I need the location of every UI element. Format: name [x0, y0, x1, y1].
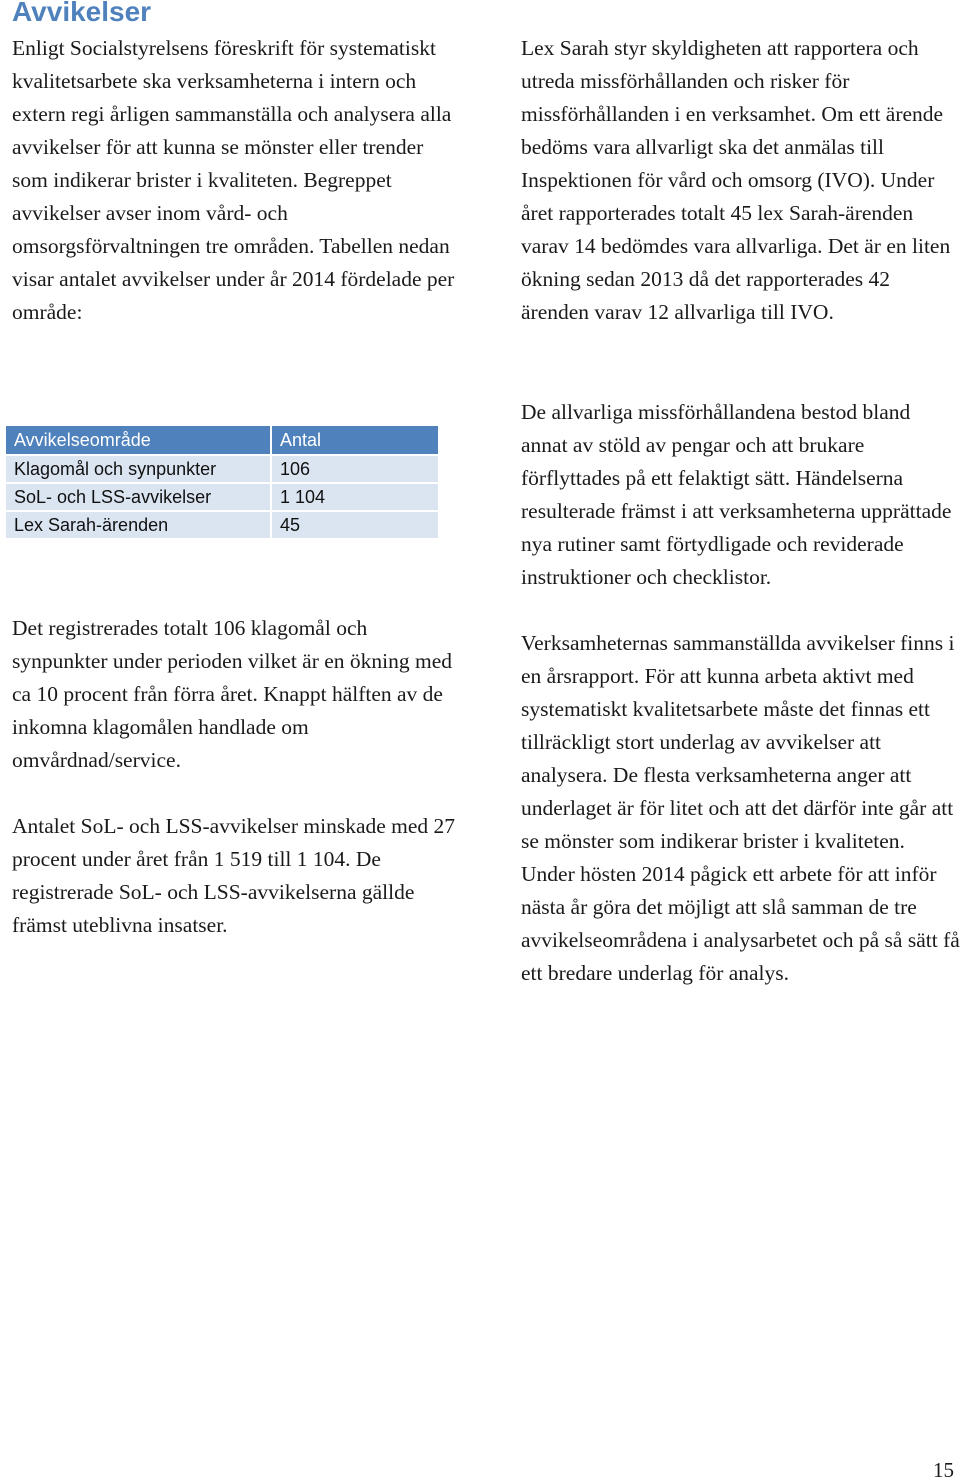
left-body-block: [12, 612, 460, 942]
lex-sarah-paragraph: Lex Sarah styr skyldigheten att rapportera och utreda missförhållanden och risker för missförhållanden i en verksamhet. Om ett ärende bedöms vara allvarligt ska det anmälas till Inspektionen för vård och omsorg (IVO). Under året rapporterades totalt 45 lex Sarah-ärenden varav 14 bedömdes vara allvarliga. Det är en liten ökning sedan 2013 då det rapporterades 42 ärenden varav 12 allvarliga till IVO.: [521, 36, 951, 324]
serious-incidents-paragraph: De allvarliga missförhållandena bestod bland annat av stöld av pengar och att brukare förflyttades på ett felaktigt sätt. Händelserna resulterade främst i att verksamheterna upprättade nya rutiner samt förtydligade och reviderade instruktioner och checklistor.: [521, 400, 952, 589]
left-intro-block: [12, 32, 460, 329]
table-header-count: Antal: [272, 426, 438, 454]
table-header-area: Avvikelseområde: [6, 426, 270, 454]
deviations-table: [4, 424, 440, 540]
table-row: [6, 512, 438, 538]
section-heading: Avvikelser: [12, 0, 152, 27]
intro-paragraph: Enligt Socialstyrelsens föreskrift för systematiskt kvalitetsarbete ska verksamheterna i intern och extern regi årligen sammanställa och analysera alla avvikelser för att kunna se mönster eller trender som indikerar brister i kvaliteten. Begreppet avvikelser avser inom vård- och omsorgsförvaltningen tre områden. Tabellen nedan visar antalet avvikelser under år 2014 fördelade per område:: [12, 36, 455, 324]
sol-lss-paragraph: Antalet SoL- och LSS-avvikelser minskade med 27 procent under året från 1 519 till 1 104. De registrerade SoL- och LSS-avvikelserna gällde främst uteblivna insatser.: [12, 814, 456, 937]
table-cell-count: 106: [272, 456, 438, 482]
table-cell-area: Klagomål och synpunkter: [6, 456, 270, 482]
table-row: [6, 484, 438, 510]
table-cell-count: 1 104: [272, 484, 438, 510]
right-bottom-block: [521, 396, 960, 990]
right-top-block: [521, 32, 960, 329]
table-cell-area: SoL- och LSS-avvikelser: [6, 484, 270, 510]
table-header-row: [6, 426, 438, 454]
page-number: 15: [933, 1458, 954, 1482]
table-row: [6, 456, 438, 482]
table-cell-count: 45: [272, 512, 438, 538]
compiled-deviations-paragraph: Verksamheternas sammanställda avvikelser finns i en årsrapport. För att kunna arbeta aktivt med systematiskt kvalitetsarbete måste det finnas ett tillräckligt stort underlag av avvikelser att analysera. De flesta verksamheterna anger att underlaget är för litet och att det därför inte går att se mönster som indikerar brister i kvaliteten. Under hösten 2014 pågick ett arbete för att inför nästa år göra det möjligt att slå samman de tre avvikelseområdena i analysarbetet och på så sätt få ett bredare underlag för analys.: [521, 631, 960, 985]
table-cell-area: Lex Sarah-ärenden: [6, 512, 270, 538]
complaints-paragraph: Det registrerades totalt 106 klagomål och synpunkter under perioden vilket är en ökning med ca 10 procent från förra året. Knappt hälften av de inkomna klagomålen handlade om omvårdnad/service.: [12, 616, 453, 772]
